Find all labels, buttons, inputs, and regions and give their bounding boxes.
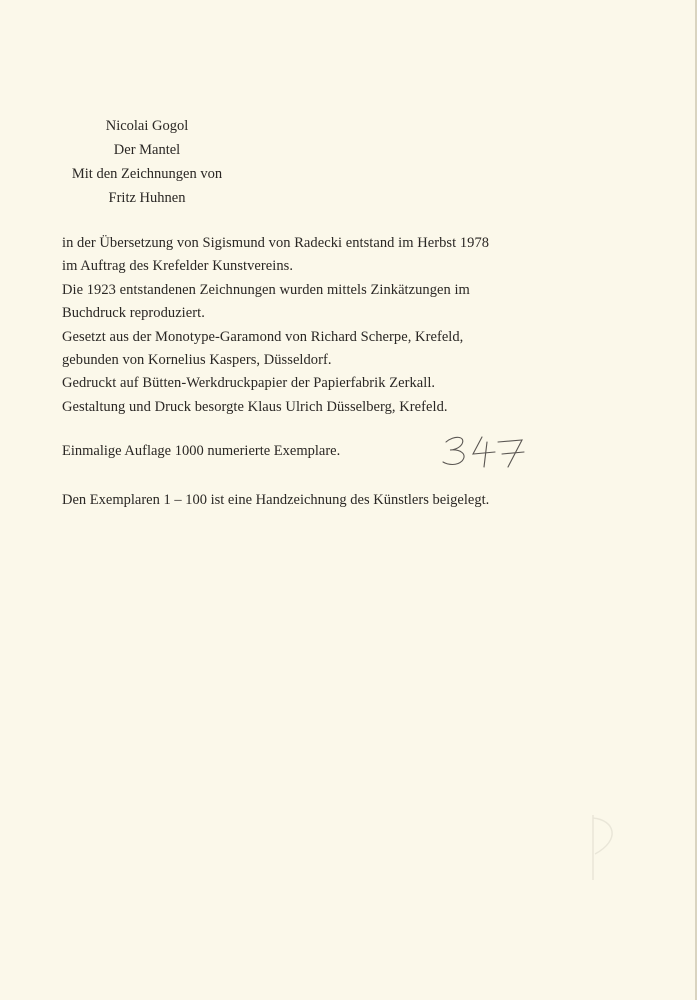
book-title: Der Mantel	[113, 142, 181, 158]
author-name: Nicolai Gogol	[105, 118, 189, 134]
illustrator-name: Fritz Huhnen	[108, 190, 186, 206]
edition-statement: Einmalige Auflage 1000 numerierte Exemplare.	[62, 443, 341, 459]
illustration-credit-line: Mit den Zeichnungen von	[71, 166, 223, 182]
colophon-body	[62, 232, 489, 419]
special-copies-statement: Den Exemplaren 1 – 100 ist eine Handzeichnung des Künstlers beigelegt.	[62, 492, 490, 508]
body-line: Die 1923 entstandenen Zeichnungen wurden mittels Zinkätzungen im	[62, 281, 470, 298]
handwritten-copy-number	[440, 430, 530, 470]
body-line: gebunden von Kornelius Kaspers, Düsseldorf.	[62, 352, 332, 369]
body-line: in der Übersetzung von Sigismund von Radecki entstand im Herbst 1978	[62, 235, 490, 251]
faint-show-through-mark	[585, 810, 625, 890]
body-line: Gedruckt auf Bütten-Werkdruckpapier der Papierfabrik Zerkall.	[62, 375, 436, 392]
body-line: Buchdruck reproduziert.	[62, 305, 205, 322]
body-line: Gesetzt aus der Monotype-Garamond von Richard Scherpe, Krefeld,	[62, 328, 464, 345]
title-block	[62, 114, 232, 210]
body-line: im Auftrag des Krefelder Kunstvereins.	[62, 258, 294, 275]
body-line: Gestaltung und Druck besorgte Klaus Ulrich Düsselberg, Krefeld.	[62, 398, 448, 415]
